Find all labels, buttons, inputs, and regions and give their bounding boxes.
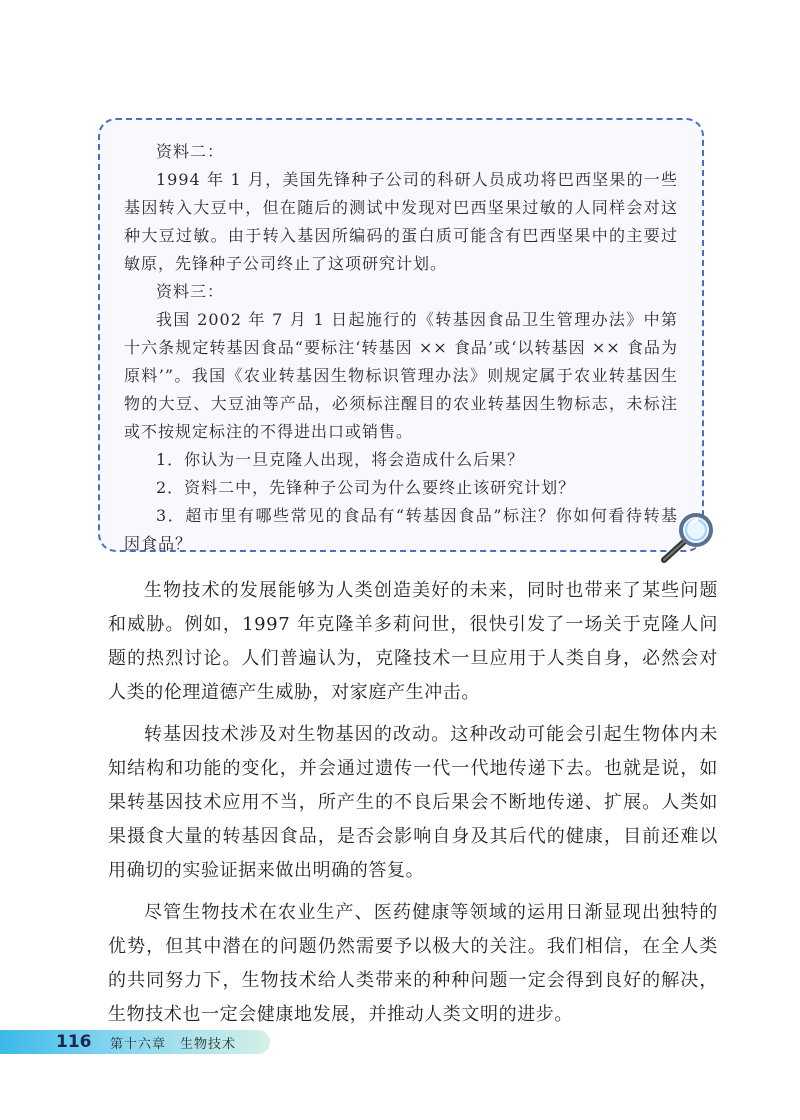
page-number: 116 — [56, 1032, 92, 1052]
material2-text: 1994 年 1 月，美国先锋种子公司的科研人员成功将巴西坚果的一些基因转入大豆中，但在随后的测试中发现对巴西坚果过敏的人同样会对这种大豆过敏。由于转入基因所编码的蛋白质可能含有巴西坚果中的主要过敏原，先锋种子公司终止了这项研究计划。 — [124, 170, 678, 273]
page-footer — [0, 1030, 270, 1054]
question-1: 1．你认为一旦克隆人出现，将会造成什么后果？ — [156, 450, 525, 469]
body-paragraph-3: 尽管生物技术在农业生产、医药健康等领域的运用日渐显现出独特的优势，但其中潜在的问题仍然需要予以极大的关注。我们相信，在全人类的共同努力下，生物技术给人类带来的种种问题一定会得到良好的解决，生物技术也一定会健康地发展，并推动人类文明的进步。 — [108, 902, 718, 1025]
main-body — [108, 574, 718, 1040]
question-2: 2．资料二中，先锋种子公司为什么要终止该研究计划？ — [156, 478, 576, 497]
material3-heading: 资料三： — [156, 282, 225, 301]
material3-text: 我国 2002 年 7 月 1 日起施行的《转基因食品卫生管理办法》中第十六条规定转基因食品“要标注‘转基因 ×× 食品’或‘以转基因 ×× 食品为原料’”。我国《农业转基因生物标识管理办法》则规定属于农业转基因生物的大豆、大豆油等产品，必须标注醒目的农业转基因生物标志，未标注或不按规定标注的不得进出口或销售。 — [124, 310, 678, 441]
magnifier-icon — [656, 510, 716, 566]
body-paragraph-1: 生物技术的发展能够为人类创造美好的未来，同时也带来了某些问题和威胁。例如，1997 年克隆羊多莉问世，很快引发了一场关于克隆人问题的热烈讨论。人们普遍认为，克隆技术一旦应用于人类自身，必然会对人类的伦理道德产生威胁，对家庭产生冲击。 — [108, 580, 718, 703]
body-paragraph-2: 转基因技术涉及对生物基因的改动。这种改动可能会引起生物体内未知结构和功能的变化，并会通过遗传一代一代地传递下去。也就是说，如果转基因技术应用不当，所产生的不良后果会不断地传递、扩展。人类如果摄食大量的转基因食品，是否会影响自身及其后代的健康，目前还难以用确切的实验证据来做出明确的答复。 — [108, 724, 718, 881]
chapter-title: 第十六章 生物技术 — [110, 1036, 237, 1052]
question-3: 3．超市里有哪些常见的食品有“转基因食品”标注？你如何看待转基因食品？ — [124, 506, 678, 553]
material2-heading: 资料二： — [156, 142, 225, 161]
materials-box — [98, 118, 704, 552]
